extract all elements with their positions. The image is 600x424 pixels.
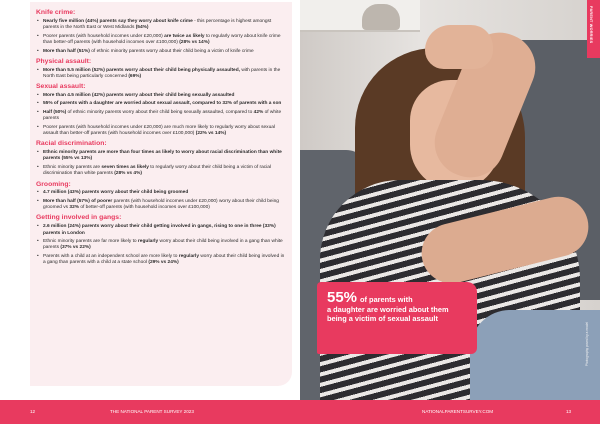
finding-text: with parents in the North East being particularly concerned xyxy=(43,67,281,79)
footer-url[interactable]: NATIONALPARENTSURVEY.COM xyxy=(422,409,494,414)
left-page xyxy=(0,0,300,400)
finding-item xyxy=(36,224,288,236)
finding-text: of ethnic minority parents worry about their child being sexually assaulted, compared to xyxy=(66,110,254,116)
finding-highlight: (37% vs 22%) xyxy=(60,245,91,251)
finding-highlight: (69%) xyxy=(128,73,142,79)
photo-credit: Photography posed by a model xyxy=(585,322,589,367)
finding-text: Poorer parents (with household incomes under £20,000) are much more likely to regularly worry about sexual assault than better-off parents (with household incomes over £100,000) xyxy=(43,124,275,137)
finding-highlight: More than 5.5 million (52%) parents worry about their child being physically assaulted, xyxy=(43,67,240,73)
finding-highlight: regularly xyxy=(137,239,159,245)
footer-bar xyxy=(0,400,600,424)
finding-highlight: 42% xyxy=(253,110,264,116)
findings-list xyxy=(36,68,288,80)
findings-list xyxy=(36,19,288,55)
side-tab-label: PARENT WORRIES xyxy=(589,6,593,44)
section-side-tab xyxy=(587,0,600,58)
callout-text-first: of parents with xyxy=(360,295,413,304)
finding-item xyxy=(36,93,288,99)
finding-highlight: (28% vs 14%) xyxy=(179,39,210,45)
section-title: Getting involved in gangs: xyxy=(36,214,122,222)
finding-highlight: Half (50%) xyxy=(43,110,67,116)
right-page-number: 13 xyxy=(566,409,572,414)
callout-percent: 55% xyxy=(327,289,358,306)
finding-item xyxy=(36,150,288,162)
finding-item xyxy=(36,254,288,266)
finding-highlight: are twice as likely xyxy=(164,33,205,39)
stat-callout xyxy=(317,282,477,354)
finding-item xyxy=(36,49,288,55)
finding-text: to regularly worry about their child being a victim of racial discrimination than white parents xyxy=(43,165,271,177)
finding-highlight: (54%) xyxy=(135,25,149,31)
finding-text: of white parents xyxy=(43,110,282,122)
finding-item xyxy=(36,19,288,31)
finding-item xyxy=(36,110,288,122)
findings-list xyxy=(36,93,288,138)
finding-item xyxy=(36,165,288,177)
findings-list xyxy=(36,224,288,266)
finding-text: Ethnic minority parents are xyxy=(43,165,102,171)
finding-item xyxy=(36,68,288,80)
footer-title: THE NATIONAL PARENT SURVEY 2023 xyxy=(110,409,194,414)
finding-highlight: 32% xyxy=(69,205,80,211)
section-title: Racial discrimination: xyxy=(36,140,107,148)
finding-item xyxy=(36,34,288,46)
finding-text: - this percentage is highest amongst parents in the North East or West Midlands xyxy=(43,18,272,31)
finding-item xyxy=(36,101,288,107)
finding-highlight: (22% vs 14%) xyxy=(195,131,227,137)
finding-highlight: seven times as likely xyxy=(101,165,149,171)
section-title: Knife crime: xyxy=(36,9,76,16)
finding-text: parents (with household incomes under £20,000) worry about their child being groomed vs xyxy=(43,199,279,211)
finding-highlight: regularly xyxy=(178,254,199,260)
right-page xyxy=(300,0,600,400)
finding-item xyxy=(36,239,288,251)
finding-text: Ethnic minority parents are far more likely to xyxy=(43,239,138,245)
section-title: Physical assault: xyxy=(36,57,92,65)
findings-list xyxy=(36,150,288,177)
finding-text: worry about their child being involved in a gang than white parents xyxy=(43,239,283,251)
findings-list xyxy=(36,190,288,211)
finding-text: Poorer parents (with household incomes under £20,000) xyxy=(43,33,165,39)
section-title: Sexual assault: xyxy=(36,83,86,91)
finding-highlight: 2.6 million (24%) parents worry about their child getting involved in gangs, rising to one in three (33%) parents in London xyxy=(43,224,276,236)
finding-text: to regularly worry about knife crime than better-off parents (with household incomes over £100,000) xyxy=(43,33,281,45)
finding-item xyxy=(36,125,288,137)
finding-text: Parents with a child at an independent school are more likely to xyxy=(43,254,179,260)
finding-item xyxy=(36,199,288,211)
finding-text: worry about their child being involved in a gang than parents with a child at a state school xyxy=(43,254,285,266)
findings-panel xyxy=(30,2,292,386)
callout-text-rest: a daughter are worried about them being a victim of sexual assault xyxy=(327,305,449,324)
left-page-number: 12 xyxy=(30,409,36,414)
finding-item xyxy=(36,190,288,196)
finding-highlight: (29% vs 24%) xyxy=(148,260,179,266)
finding-text: of ethnic minority parents worry about their child being a victim of knife crime xyxy=(89,48,254,54)
finding-highlight: More than half (51%) xyxy=(43,48,90,54)
finding-highlight: More than 4.5 million (42%) parents worry about their child being sexually assaulted xyxy=(43,92,235,98)
finding-highlight: Nearly five million (44%) parents say they worry about knife crime xyxy=(43,18,193,24)
finding-highlight: 4.7 million (43%) parents worry about their child being groomed xyxy=(43,190,189,196)
finding-highlight: (28% vs 4%) xyxy=(114,171,142,177)
finding-highlight: Ethnic minority parents are more than four times as likely to worry about racial discrimination than white parents (55% vs 13%) xyxy=(43,150,282,162)
finding-highlight: More than half (57%) of poorer xyxy=(43,199,113,205)
finding-text: of better-off parents (with household incomes over £100,000) xyxy=(79,205,210,211)
finding-highlight: 55% of parents with a daughter are worried about sexual assault, compared to 32% of parents with a son xyxy=(43,101,282,107)
section-title: Grooming: xyxy=(36,180,71,188)
